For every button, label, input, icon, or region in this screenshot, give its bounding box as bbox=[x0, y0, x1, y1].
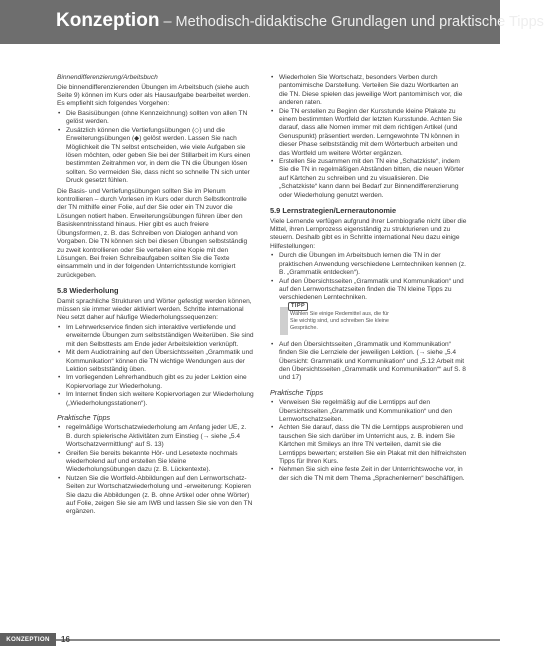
bullet-list bbox=[270, 399, 467, 483]
page-number: 16 bbox=[61, 635, 70, 644]
list-item: • Im Internet finden sich weitere Kopiervorlagen zur Wiederholung („Wiederholungsstationen“). bbox=[57, 391, 254, 408]
tipp-box bbox=[280, 302, 400, 335]
footer-section-label: KONZEPTION bbox=[0, 633, 56, 646]
list-item: • Im Lehrwerkservice finden sich interaktive vertiefende und erweiternde Übungen zum selbstständigen Weiterüben. Sie sind mit den Selbsttests am Ende jeder Arbeitslektion verknüpft. bbox=[57, 324, 254, 349]
page-header bbox=[0, 0, 544, 44]
page-title bbox=[56, 9, 544, 34]
paragraph: Die Basis- und Vertiefungsübungen sollten Sie im Plenum kontrollieren – durch Vorlesen im Kurs oder durch Selbstkontrolle der TN mithilfe einer Folie, auf der Sie oder ein TN zuvor die Lösungen notiert haben. Erweiterungsübungen führen über den Basiskenntnisstand hinaus. Hier gibt es auch freiere Übungsformen, z. B. das Schreiben von Dialogen anhand von Vorgaben. Die TN können sich bei diesen Übungen selbstständig zu zweit kontrollieren oder Sie verteilen eine Kopie mit den Lösungen. Bei freien Schreibaufgaben sollten Sie die Texte einsammeln und in der folgenden Unterrichtsstunde korrigiert zurückgeben. bbox=[57, 187, 248, 279]
list-item: • Im vorliegenden Lehrerhandbuch gibt es zu jeder Lektion eine Kopiervorlage zur Wiederholung. bbox=[57, 374, 254, 391]
list-item: • regelmäßige Wortschatzwiederholung am Anfang jeder UE, z. B. durch spielerische Aktivitäten zum Einstieg (→ siehe „5.4 Wortschatzvermittlung“ auf S. 13) bbox=[57, 424, 254, 449]
list-item: • Die TN erstellen zu Beginn der Kursstunde kleine Plakate zu einem bestimmten Wortfeld der letzten Kursstunde. Achten Sie darauf, dass alle Nomen immer mit dem richtigen Artikel (und Genuspunkt) präsentiert werden. Lerngewohnte TN können in dieser Phase selbstständig mit dem Wörterbuch arbeiten und das Wortfeld um weitere Wörter ergänzen. bbox=[270, 108, 467, 158]
bullet-list bbox=[270, 252, 467, 302]
right-column bbox=[270, 74, 467, 485]
bullet-list bbox=[57, 110, 254, 186]
paragraph: Viele Lernende verfügen aufgrund ihrer Lernbiografie nicht über die Mittel, ihren Lernprozess eigenständig zu strukturieren und zu steuern. Deshalb gibt es in Schritte international Neu dazu einige Hilfestellungen: bbox=[270, 217, 467, 250]
bullet-list bbox=[57, 324, 254, 408]
bullet-list bbox=[57, 424, 254, 516]
tipp-label: TIPP bbox=[288, 302, 308, 311]
tipp-text: Wählen Sie einige Redemittel aus, die für Sie wichtig sind, und schreiben Sie kleine Gespräche. bbox=[290, 310, 389, 331]
paragraph: Die binnendifferenzierenden Übungen im Arbeitsbuch (siehe auch Seite 9) können im Kurs oder als Hausaufgabe bearbeitet werden. Es empfiehlt sich folgendes Vorgehen: bbox=[57, 83, 251, 108]
list-item: • Nehmen Sie sich eine feste Zeit in der Unterrichtswoche vor, in der sich die TN mit dem Thema „Sprachenlernen“ beschäftigen. bbox=[270, 466, 467, 483]
section-heading-lernstrategien: 5.9 Lernstrategien/Lernerautonomie bbox=[270, 206, 397, 216]
page-subtitle: – Methodisch-didaktische Grundlagen und praktische Tipps bbox=[159, 14, 544, 30]
list-item: • Greifen Sie bereits bekannte Hör- und Lesetexte nochmals wiederholend auf und erstellen Sie kleine Wiederholungsübungen dazu (z. B. Lückentexte). bbox=[57, 450, 254, 475]
list-item: • Achten Sie darauf, dass die TN die Lerntipps ausprobieren und tauschen Sie sich darüber im Unterricht aus, z. B. indem Sie Kärtchen mit Smileys an Ihre TN verteilen, damit sie die Lerntipps bewerten; erstellen Sie ein Plakat mit den hilfreichsten Tipps für Ihren Kurs. bbox=[270, 424, 467, 466]
list-item: • Mit dem Audiotraining auf den Übersichtsseiten „Grammatik und Kommunikation“ können die TN wichtige Wendungen aus der Lektion selbstständig üben. bbox=[57, 349, 254, 374]
paragraph: Damit sprachliche Strukturen und Wörter gefestigt werden können, müssen sie immer wieder aktiviert werden. Schritte international Neu setzt daher auf häufige Wiederholungssequenzen: bbox=[57, 297, 252, 322]
left-column bbox=[57, 74, 254, 519]
section-heading-binnendifferenzierung: Binnendifferenzierung/Arbeitsbuch bbox=[57, 74, 158, 81]
section-heading-praktische-tipps: Praktische Tipps bbox=[270, 387, 324, 397]
list-item: • Nutzen Sie die Wortfeld-Abbildungen auf den Lernwortschatz-Seiten zur Wortschatzwiederholung und -erweiterung: Kopieren Sie dazu die Abbildungen (z. B. ohne Artikel oder ohne Wörter) auf Folie, zeigen Sie sie am IWB und lassen Sie sie von den TN ergänzen. bbox=[57, 475, 254, 517]
bullet-list bbox=[270, 74, 467, 200]
section-heading-praktische-tipps: Praktische Tipps bbox=[57, 413, 111, 422]
list-item: • Die Basisübungen (ohne Kennzeichnung) sollten von allen TN gelöst werden. bbox=[57, 110, 254, 127]
list-item: • Durch die Übungen im Arbeitsbuch lernen die TN in der praktischen Anwendung verschiedene Lerntechniken kennen (z. B. „Grammatik entdecken“). bbox=[270, 252, 467, 277]
list-item: • Verweisen Sie regelmäßig auf die Lerntipps auf den Übersichtsseiten „Grammatik und Kommunikation“ und den Lernwortschatzseiten. bbox=[270, 399, 467, 424]
section-heading-wiederholung: 5.8 Wiederholung bbox=[57, 286, 119, 296]
bullet-list bbox=[270, 341, 467, 383]
list-item: • Auf den Übersichtsseiten „Grammatik und Kommunikation“ finden Sie die Lernziele der jeweiligen Lektion. (→ siehe „5.4 Übersicht: Grammatik und Kommunikation“ und „5.12 Arbeit mit den Übersichtsseiten „Grammatik und Kommunikation““ auf S. 8 und 17) bbox=[270, 341, 467, 383]
page-title-main: Konzeption bbox=[56, 10, 160, 31]
list-item: • Wiederholen Sie Wortschatz, besonders Verben durch pantomimische Darstellung. Verteilen Sie dazu Wortkarten an die TN. Diese spielen das jeweilige Wort pantomimisch vor, die anderen raten. bbox=[270, 74, 467, 108]
list-item: • Erstellen Sie zusammen mit den TN eine „Schatzkiste“, indem Sie die TN in regelmäßigen Abständen bitten, die neuen Wörter auf Kärtchen zu schreiben und zu visualisieren. Die „Schatzkiste“ kann dann bei Bedarf zur Binnendifferenzierung oder Wiederholung genutzt werden. bbox=[270, 158, 467, 200]
list-item: • Zusätzlich können die Vertiefungsübungen (◇) und die Erweiterungsübungen (◆) gelöst werden. Lassen Sie nach Möglichkeit die TN selbst entscheiden, wie viele Aufgaben sie lösen möchten, oder geben Sie bei der Stillarbeit im Kurs einen bestimmten Zeitrahmen vor, in dem die TN die Übungen lösen sollten. So vermeiden Sie, dass nicht so schnelle TN sich unter Druck gesetzt fühlen. bbox=[57, 127, 254, 186]
footer-rule bbox=[0, 639, 500, 641]
list-item: • Auf den Übersichtsseiten „Grammatik und Kommunikation“ und auf den Lernwortschatzseiten finden die TN kleine Tipps zu verschiedenen Lerntechniken. bbox=[270, 278, 467, 303]
